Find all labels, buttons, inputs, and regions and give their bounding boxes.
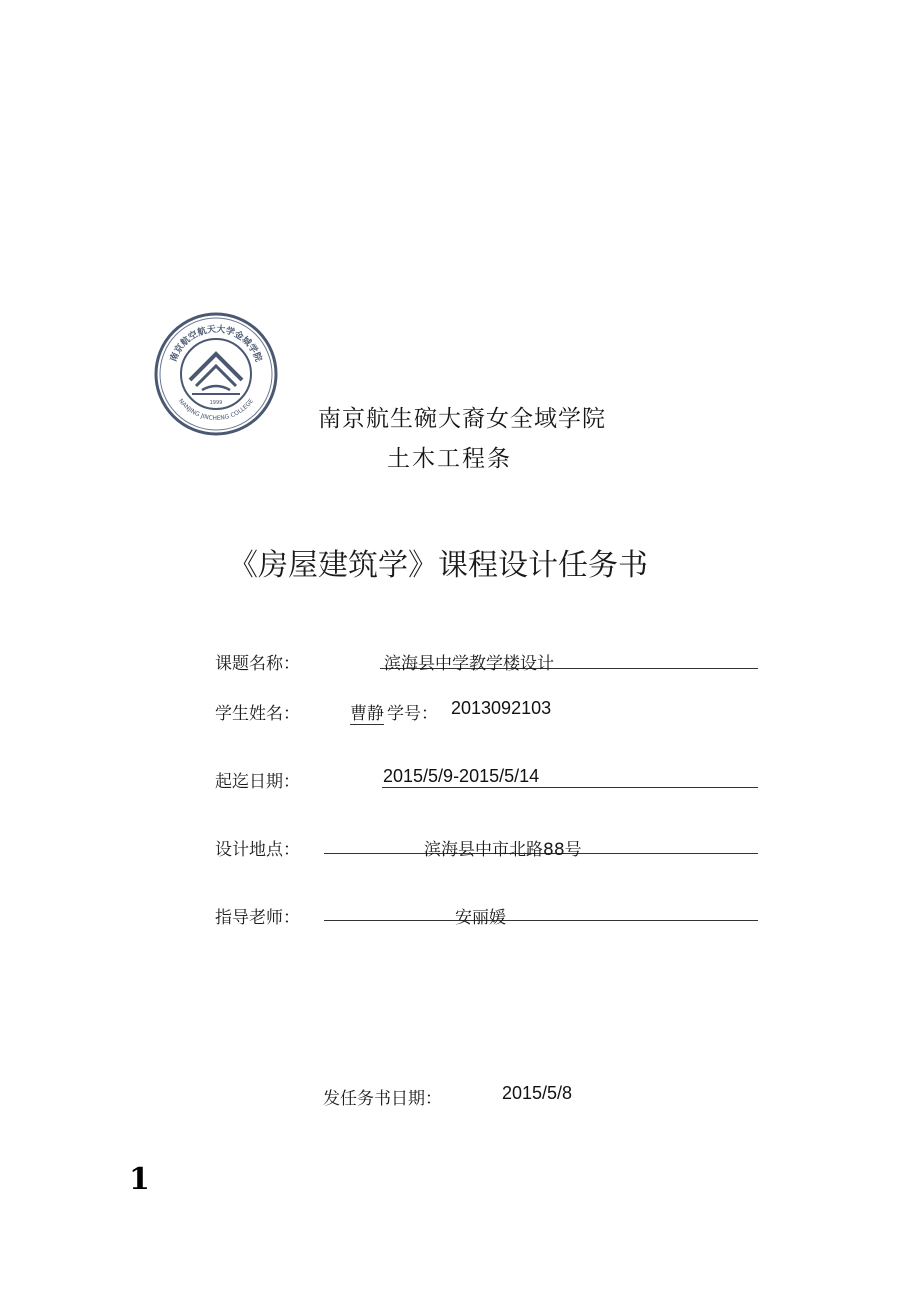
dates-underline — [382, 787, 758, 788]
seal-year: 1999 — [209, 400, 223, 406]
seal-text-cn: 南京航空航天大学金城学院 — [168, 324, 264, 364]
student-name-label: 学生姓名： — [215, 704, 300, 724]
college-seal-logo — [152, 310, 280, 438]
topic-label: 课题名称： — [215, 654, 300, 674]
student-id-value: 2013092103 — [451, 698, 552, 718]
issue-date-value: 2015/5/8 — [502, 1083, 573, 1103]
topic-value: 滨海县中学教学楼设计 — [384, 654, 554, 674]
location-value: 滨海县中市北路88号 — [424, 840, 582, 860]
advisor-value: 安丽媛 — [455, 908, 506, 928]
location-label: 设计地点： — [215, 840, 300, 860]
seal-text-en: NANJING JINCHENG COLLEGE — [176, 397, 256, 423]
department-name: 土木工程条 — [387, 446, 512, 472]
college-seal-icon — [152, 310, 280, 438]
document-title: 《房屋建筑学》课程设计任务书 — [228, 548, 648, 583]
page-number: 1 — [129, 1162, 150, 1197]
dates-value: 2015/5/9-2015/5/14 — [383, 766, 540, 786]
dates-label: 起迄日期： — [215, 772, 300, 792]
student-id-label: 学号： — [387, 704, 438, 724]
issue-date-label: 发任务书日期： — [323, 1089, 442, 1109]
institution-name: 南京航生碗大裔女全域学院 — [318, 406, 606, 432]
student-name-value: 曹静 — [350, 699, 384, 725]
advisor-label: 指导老师： — [215, 908, 300, 928]
advisor-underline — [324, 920, 758, 921]
